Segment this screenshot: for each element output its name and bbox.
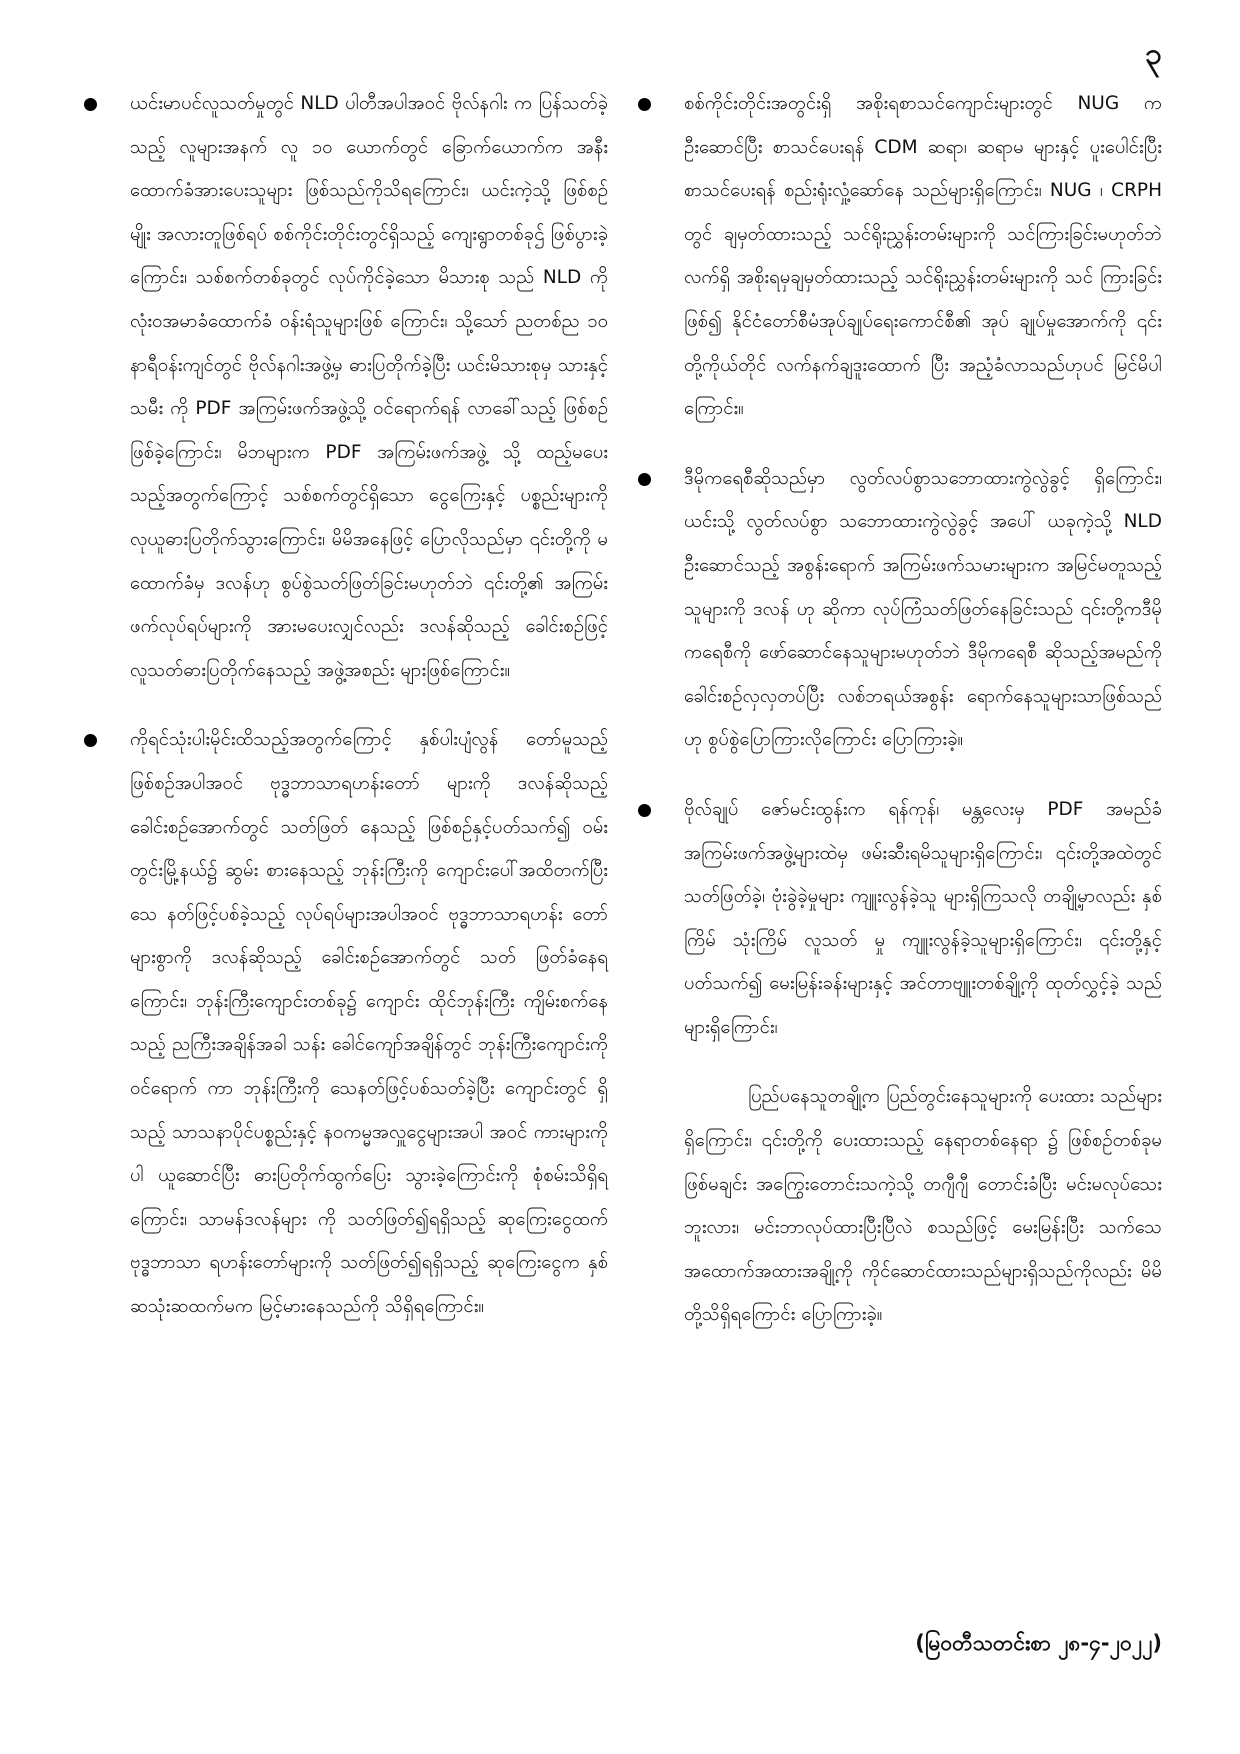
bullet-icon: [638, 804, 651, 817]
bullet-item: [632, 788, 1162, 1050]
right-column: [632, 82, 1162, 1337]
bullet-item: [632, 457, 1162, 762]
bullet-text: ဒီမိုကရေစီဆိုသည်မှာ လွတ်လပ်စွာသဘောထားကွဲလွဲခွင့် ရှိကြောင်း၊ ယင်းသို့ လွတ်လပ်စွာ သဘောထားကွဲလွဲခွင့် အပေါ် ယခုကဲ့သို့ NLD ဦးဆောင်သည့် အစွန်းရောက် အကြမ်းဖက်သမားများက အမြင်မတူသည့်သူများကို ဒလန် ဟု ဆိုကာ လုပ်ကြံသတ်ဖြတ်နေခြင်းသည် ၎င်းတို့ကဒီမို ကရေစီကို ဖော်ဆောင်နေသူများမဟုတ်ဘဲ ဒီမိုကရေစီ ဆိုသည့်အမည်ကို ခေါင်းစဉ်လှလှတပ်ပြီး လစ်ဘရယ်အစွန်း ရောက်နေသူများသာဖြစ်သည်ဟု စွပ်စွဲပြောကြားလိုကြောင်း ပြောကြားခဲ့။: [684, 467, 1162, 751]
bullet-text: ဗိုလ်ချုပ် ဇော်မင်းထွန်းက ရန်ကုန်၊ မန္တလေးမှ PDF အမည်ခံ အကြမ်းဖက်အဖွဲ့များထဲမှ ဖမ်းဆီးရမိသူများရှိကြောင်း၊ ၎င်းတို့အထဲတွင် သတ်ဖြတ်ခဲ့၊ ဗုံးခွဲခဲ့မှုများ ကျူးလွန်ခဲ့သူ များရှိကြသလို တချို့မှာလည်း နှစ်ကြိမ် သုံးကြိမ် လူသတ် မှု ကျူးလွန်ခဲ့သူများရှိကြောင်း၊ ၎င်းတို့နှင့်ပတ်သက်၍ မေးမြန်းခန်းများနှင့် အင်တာဗျူးတစ်ချို့ကို ထုတ်လွှင့်ခဲ့ သည်များရှိကြောင်း၊: [684, 798, 1162, 1038]
left-column: [78, 82, 608, 1355]
bullet-text: ယင်းမာပင်လူသတ်မှုတွင် NLD ပါတီအပါအဝင် ဗိုလ်နဂါး က ပြန်သတ်ခဲ့သည့် လူများအနက် လူ ၁၀ ယောက်တွင် ခြောက်ယောက်က အနီးထောက်ခံအားပေးသူများ ဖြစ်သည်ကိုသိရကြောင်း၊ ယင်းကဲ့သို့ ဖြစ်စဉ်မျိုး အလားတူဖြစ်ရပ် စစ်ကိုင်းတိုင်းတွင်ရှိသည့် ကျေးရွာတစ်ခုဌ် ဖြစ်ပွားခဲ့ ကြောင်း၊ သစ်စက်တစ်ခုတွင် လုပ်ကိုင်ခဲ့သော မိသားစု သည် NLD ကို လုံးဝအမာခံထောက်ခံ ဝန်းရံသူများဖြစ် ကြောင်း၊ သို့သော် ညတစ်ည ၁၀ နာရီဝန်းကျင်တွင် ဗိုလ်နဂါးအဖွဲ့မှ ဓားပြတိုက်ခဲ့ပြီး ယင်းမိသားစုမှ သားနှင့်သမီး ကို PDF အကြမ်းဖက်အဖွဲ့သို့ ဝင်ရောက်ရန် လာခေါ်သည့် ဖြစ်စဉ်ဖြစ်ခဲ့ကြောင်း၊ မိဘများက PDF အကြမ်းဖက်အဖွဲ့ သို့ ထည့်မပေးသည့်အတွက်ကြောင့် သစ်စက်တွင်ရှိသော ငွေကြေးနှင့် ပစ္စည်းများကို လုယူဓားပြတိုက်သွားကြောင်း၊ မိမိအနေဖြင့် ပြောလိုသည်မှာ ၎င်းတို့ကို မထောက်ခံမှ ဒလန်ဟု စွပ်စွဲသတ်ဖြတ်ခြင်းမဟုတ်ဘဲ ၎င်းတို့၏ အကြမ်း ဖက်လုပ်ရပ်များကို အားမပေးလျှင်လည်း ဒလန်ဆိုသည့် ခေါင်းစဉ်ဖြင့် လူသတ်ဓားပြတိုက်နေသည့် အဖွဲ့အစည်း များဖြစ်ကြောင်း။: [130, 93, 608, 681]
bullet-item: [632, 82, 1162, 431]
bullet-item: [78, 718, 608, 1328]
page-number: ၃: [1145, 37, 1162, 72]
bullet-icon: [84, 734, 97, 747]
bullet-icon: [638, 473, 651, 486]
bullet-text: ကိုရင်သုံးပါးမိုင်းထိသည့်အတွက်ကြောင့် နှစ်ပါးပျံလွန် တော်မူသည့် ဖြစ်စဉ်အပါအဝင် ဗုဒ္ဓဘာသာရဟန်းတော် များကို ဒလန်ဆိုသည့် ခေါင်းစဉ်အောက်တွင် သတ်ဖြတ် နေသည့် ဖြစ်စဉ်နှင့်ပတ်သက်၍ ဝမ်းတွင်းမြို့နယ်၌ ဆွမ်း စားနေသည့် ဘုန်းကြီးကို ကျောင်းပေါ်အထိတက်ပြီး သေ နတ်ဖြင့်ပစ်ခဲ့သည့် လုပ်ရပ်များအပါအဝင် ဗုဒ္ဓဘာသာရဟန်း တော်များစွာကို ဒလန်ဆိုသည့် ခေါင်းစဉ်အောက်တွင် သတ် ဖြတ်ခံနေရကြောင်း၊ ဘုန်းကြီးကျောင်းတစ်ခု၌ ကျောင်း ထိုင်ဘုန်းကြီး ကျိမ်းစက်နေသည့် ညကြီးအချိန်အခါ သန်း ခေါင်ကျော်အချိန်တွင် ဘုန်းကြီးကျောင်းကို ဝင်ရောက် ကာ ဘုန်းကြီးကို သေနတ်ဖြင့်ပစ်သတ်ခဲ့ပြီး ကျောင်းတွင် ရှိသည့် သာသနာပိုင်ပစ္စည်းနှင့် နဝကမ္မအလှူငွေများအပါ အဝင် ကားများကိုပါ ယူဆောင်ပြီး ဓားပြတိုက်ထွက်ပြေး သွားခဲ့ကြောင်းကို စုံစမ်းသိရှိရကြောင်း၊ သာမန်ဒလန်များ ကို သတ်ဖြတ်၍ရရှိသည့် ဆုကြေးငွေထက် ဗုဒ္ဓဘာသာ ရဟန်းတော်များကို သတ်ဖြတ်၍ရရှိသည့် ဆုကြေးငွေက နှစ်ဆသုံးဆထက်မက မြင့်မားနေသည်ကို သိရှိရကြောင်း။: [130, 729, 608, 1318]
source-citation: (မြဝတီသတင်းစာ ၂၈-၄-၂၀၂၂): [915, 1631, 1162, 1655]
bullet-icon: [84, 98, 97, 111]
bullet-text: စစ်ကိုင်းတိုင်းအတွင်းရှိ အစိုးရစာသင်ကျောင်းများတွင် NUG က ဦးဆောင်ပြီး စာသင်ပေးရန် CDM ဆရာ၊ ဆရာမ များနှင့် ပူးပေါင်းပြီး စာသင်ပေးရန် စည်းရုံးလှုံ့ဆော်နေ သည်များရှိကြောင်း၊ NUG ၊ CRPH တွင် ချမှတ်ထားသည့် သင်ရိုးညွှန်းတမ်းများကို သင်ကြားခြင်းမဟုတ်ဘဲ လက်ရှိ အစိုးရမှချမှတ်ထားသည့် သင်ရိုးညွှန်းတမ်းများကို သင် ကြားခြင်းဖြစ်၍ နိုင်ငံတော်စီမံအုပ်ချုပ်ရေးကောင်စီ၏ အုပ် ချုပ်မှုအောက်ကို ၎င်းတို့ကိုယ်တိုင် လက်နက်ချဒူးထောက် ပြီး အညံ့ခံလာသည်ဟုပင် မြင်မိပါကြောင်း။: [684, 93, 1162, 420]
bullet-icon: [638, 98, 651, 111]
closing-paragraph: ပြည်ပနေသူတချို့က ပြည်တွင်းနေသူများကို ပေးထား သည်များရှိကြောင်း၊ ၎င်းတို့ကို ပေးထားသည့် နေရာတစ်နေရာ ၌ ဖြစ်စဉ်တစ်ခုမဖြစ်မချင်း အကြွေးတောင်းသကဲ့သို့ တဂျီဂျီ တောင်းခံပြီး မင်းမလုပ်သေးဘူးလား၊ မင်းဘာလုပ်ထားပြီးပြီလဲ စသည်ဖြင့် မေးမြန်းပြီး သက်သေအထောက်အထားအချို့ကို ကိုင်ဆောင်ထားသည်များရှိသည်ကိုလည်း မိမိတို့သိရှိရကြောင်း ပြောကြားခဲ့။: [684, 1086, 1162, 1326]
bullet-item: [78, 82, 608, 692]
